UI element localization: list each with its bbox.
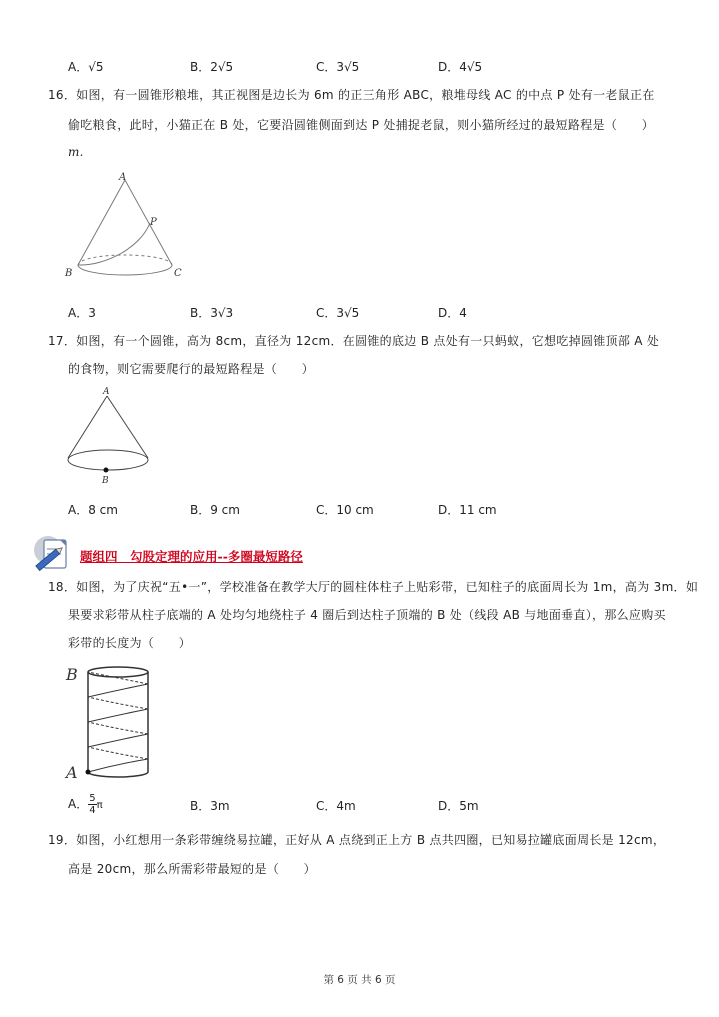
q18-stem-line3: 彩带的长度为（ ）	[68, 636, 192, 650]
q16-stem-line1: 16．如图，有一圆锥形粮堆，其正视图是边长为 6m 的正三角形 ABC，粮堆母线 AC 的中点 P 处有一老鼠正在	[48, 88, 655, 102]
q18-option-c: C．4m	[316, 799, 356, 813]
q16-cone-figure	[60, 168, 200, 283]
q15-option-c: C．3√5	[316, 60, 360, 74]
q16-label-b: B	[65, 268, 73, 279]
q17-option-a: A．8 cm	[68, 503, 118, 517]
q17-option-d: D．11 cm	[438, 503, 497, 517]
q16-option-d: D．4	[438, 306, 467, 320]
q18-option-d: D．5m	[438, 799, 479, 813]
page-footer: 第 6 页 共 6 页	[323, 974, 396, 986]
q16-option-a: A．3	[68, 306, 96, 320]
q18-stem-line2: 果要求彩带从柱子底端的 A 处均匀地绕柱子 4 圈后到达柱子顶端的 B 处（线段 AB 与地面垂直），那么应购买	[68, 608, 666, 622]
q18-stem-line1: 18．如图，为了庆祝“五•一”，学校准备在教学大厅的圆柱体柱子上贴彩带，已知柱子的底面周长为 1m，高为 3m．如	[48, 580, 699, 594]
q16-option-c: C．3√5	[316, 306, 360, 320]
q17-label-b: B	[102, 476, 109, 486]
q15-option-b: B．2√5	[190, 60, 234, 74]
q17-stem-line1: 17．如图，有一个圆锥，高为 8cm，直径为 12cm．在圆锥的底边 B 点处有一只蚂蚁，它想吃掉圆锥顶部 A 处	[48, 334, 660, 348]
q18-option-a: A． $\frac{5}{4}$ π	[68, 793, 103, 816]
q16-label-p: P	[150, 217, 157, 228]
q18-label-a: A	[66, 763, 78, 782]
pencil-icon	[32, 532, 76, 572]
q17-cone-figure	[60, 380, 170, 490]
q16-stem-line2: 偷吃粮食，此时，小猫正在 B 处，它要沿圆锥侧面到达 P 处捕捉老鼠，则小猫所经过的最短路程是（ ）	[68, 118, 655, 132]
q16-stem-line3: m.	[68, 145, 84, 159]
section-heading: 题组四 勾股定理的应用--多圈最短路径	[80, 549, 303, 564]
q16-label-a: A	[119, 172, 127, 183]
q17-option-b: B．9 cm	[190, 503, 240, 517]
q16-label-c: C	[174, 268, 182, 279]
q18-option-b: B．3m	[190, 799, 230, 813]
q15-option-d: D．4√5	[438, 60, 483, 74]
q17-stem-line2: 的食物，则它需要爬行的最短路程是（ ）	[68, 362, 315, 376]
q17-option-c: C．10 cm	[316, 503, 374, 517]
q15-option-a: A．√5	[68, 60, 104, 74]
q19-stem-line1: 19．如图，小红想用一条彩带缠绕易拉罐，正好从 A 点绕到正上方 B 点共四圈，已知易拉罐底面周长是 12cm，	[48, 833, 666, 847]
q18-cylinder-figure	[62, 656, 162, 784]
q19-stem-line2: 高是 20cm，那么所需彩带最短的是（ ）	[68, 862, 316, 876]
q18-label-b: B	[66, 665, 78, 684]
q17-label-a: A	[103, 387, 110, 397]
q16-option-b: B．3√3	[190, 306, 234, 320]
